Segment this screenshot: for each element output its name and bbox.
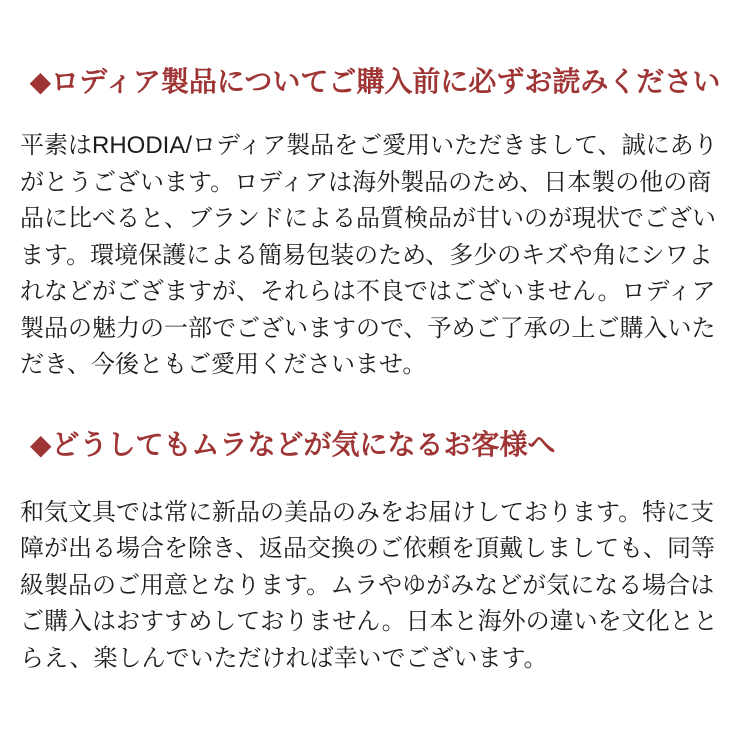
paragraph-line: れなどがござますが、それらは不良ではございません。ロディア — [20, 278, 716, 305]
section-2-heading — [30, 425, 750, 465]
paragraph-line: 製品の魅力の一部でございますので、予めご了承の上ご購入いた — [20, 314, 716, 342]
paragraph-line: 級製品のご用意となります。ムラやゆがみなどが気になる場合は — [20, 571, 715, 599]
section-2-paragraph — [20, 495, 734, 678]
section-1-heading — [0, 62, 750, 102]
paragraph-line: らえ、楽しんでいただければ幸いでございます。 — [20, 644, 548, 672]
section-1-paragraph — [20, 128, 734, 384]
paragraph-line: 平素はRHODIA/ロディア製品をご愛用いただきまして、誠にあり — [20, 132, 718, 159]
paragraph-line: だき、今後ともご愛用くださいませ。 — [20, 351, 427, 378]
section-1-heading-text: ロディア製品についてご購入前に必ずお読みください — [51, 66, 721, 97]
paragraph-line: 障が出る場合を除き、返品交換のご依頼を頂戴しましても、同等 — [20, 535, 716, 562]
paragraph-line: 和気文具では常に新品の美品のみをお届けしております。特に支 — [20, 498, 715, 526]
paragraph-line: ます。環境保護による簡易包装のため、多少のキズや角にシワよ — [20, 241, 713, 269]
paragraph-line: ご購入はおすすめしておりません。日本と海外の違いを文化とと — [20, 608, 718, 635]
paragraph-line: 品に比べると、ブランドによる品質検品が甘いのが現状でござい — [20, 205, 716, 232]
section-2-heading-text: どうしてもムラなどが気になるお客様へ — [51, 428, 556, 460]
paragraph-line: がとうございます。ロディアは海外製品のため、日本製の他の商 — [20, 168, 712, 196]
diamond-bullet-icon: ◆ — [30, 428, 52, 460]
diamond-bullet-icon: ◆ — [29, 66, 52, 97]
